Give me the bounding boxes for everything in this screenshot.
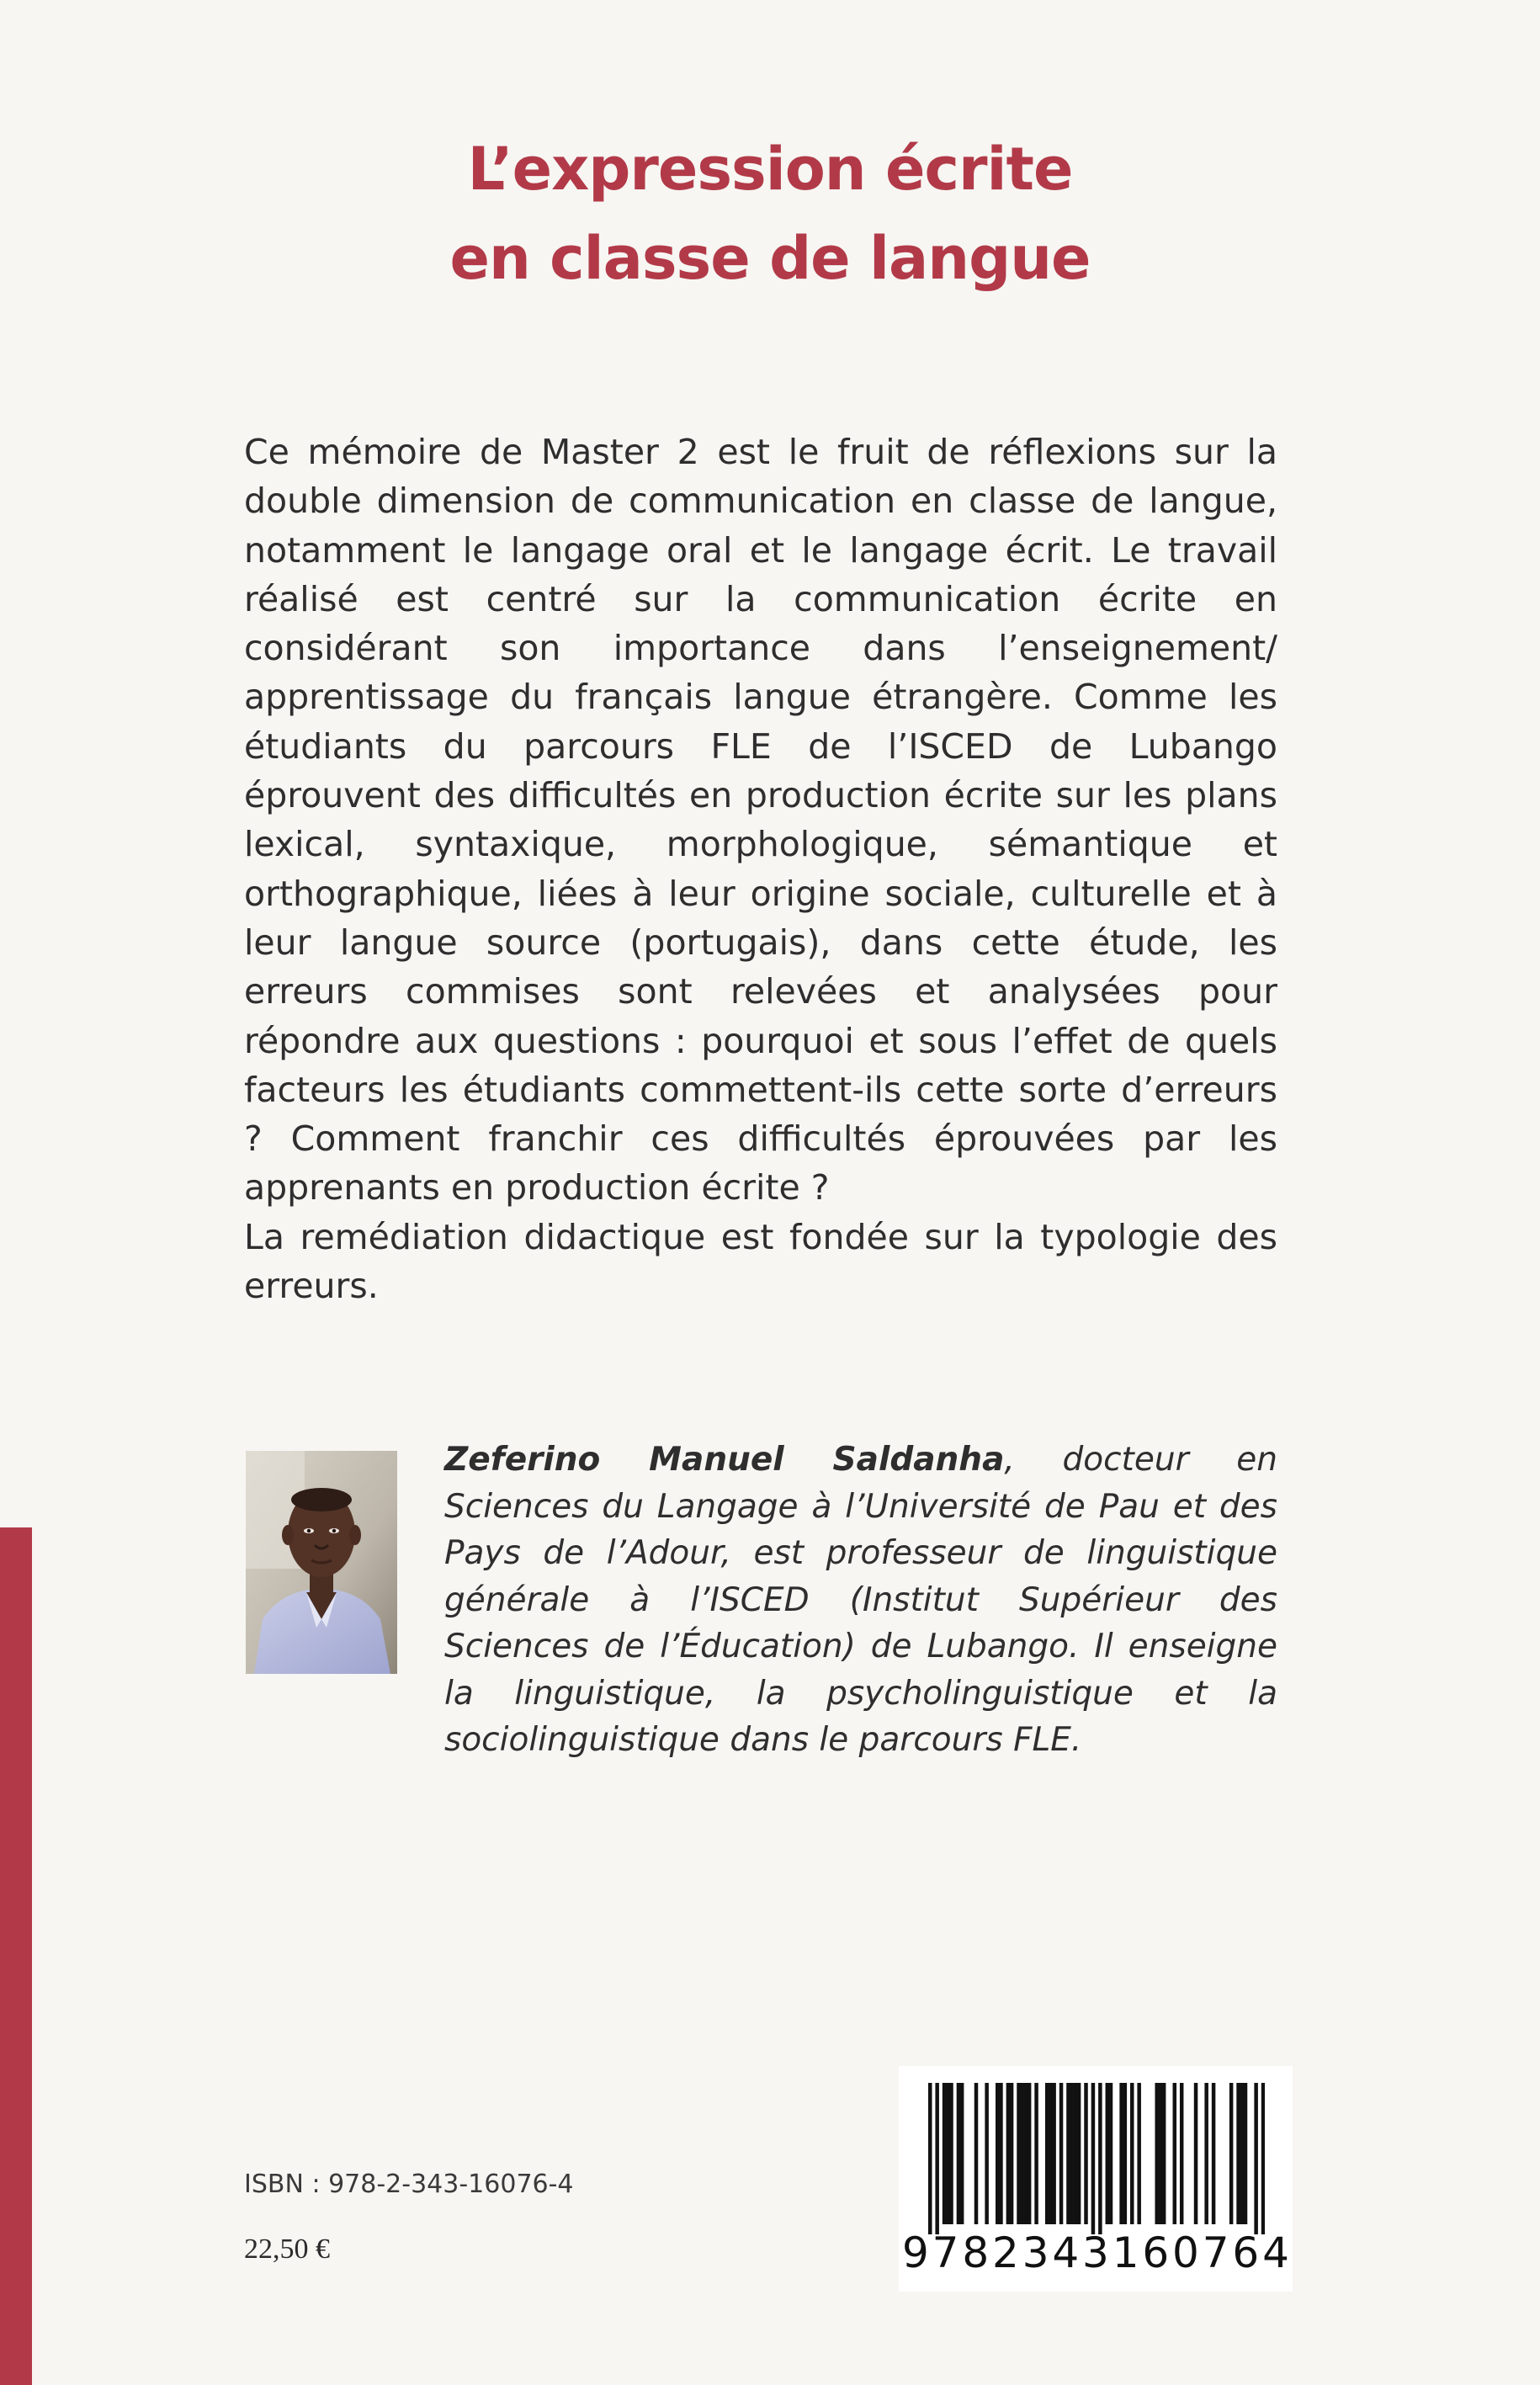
barcode-digit: 6 bbox=[1232, 2228, 1260, 2277]
barcode-bar bbox=[1059, 2083, 1064, 2224]
barcode-bar bbox=[949, 2083, 953, 2224]
barcode-bar bbox=[1180, 2083, 1184, 2224]
barcode-bar bbox=[1074, 2083, 1078, 2224]
book-title bbox=[0, 125, 1540, 303]
barcode-bar bbox=[935, 2083, 939, 2234]
barcode-bar bbox=[957, 2083, 961, 2224]
barcode-bar bbox=[1106, 2083, 1110, 2224]
barcode-bar bbox=[1066, 2083, 1070, 2224]
barcode-bar bbox=[928, 2083, 932, 2234]
barcode-bar bbox=[1212, 2083, 1216, 2224]
barcode-digit: 8 bbox=[962, 2228, 990, 2277]
barcode-bar bbox=[985, 2083, 989, 2224]
barcode-bar bbox=[1159, 2083, 1163, 2224]
barcode-digit: 0 bbox=[1172, 2228, 1199, 2277]
barcode-bar bbox=[1244, 2083, 1248, 2224]
accent-side-bar bbox=[0, 1527, 32, 2385]
barcode-bar bbox=[1024, 2083, 1028, 2224]
author-bio-text: , docteur en Sciences du Langage à l’Université de Pau et des Pays de l’Adour, est professeur de linguistique générale à l’ISCED (Institut Supérieur des Sciences de l’Éducation) de Lubango. Il enseigne la linguistique, la psycholinguistique et la sociolinguistique dans le parcours FLE. bbox=[444, 1441, 1278, 1759]
barcode-bar bbox=[1034, 2083, 1038, 2224]
barcode-digit: 6 bbox=[1142, 2228, 1170, 2277]
barcode-bar bbox=[1098, 2083, 1102, 2234]
barcode-digit: 4 bbox=[1262, 2228, 1289, 2277]
barcode-bar bbox=[1045, 2083, 1049, 2224]
barcode-bar bbox=[1194, 2083, 1198, 2224]
barcode-bar bbox=[946, 2083, 950, 2224]
isbn-label: ISBN : 978-2-343-16076-4 bbox=[244, 2170, 574, 2199]
barcode-bar bbox=[1254, 2083, 1258, 2234]
price-label: 22,50 € bbox=[244, 2234, 330, 2265]
barcode-digit: 7 bbox=[1202, 2228, 1229, 2277]
barcode-bar bbox=[1229, 2083, 1234, 2224]
barcode-bar bbox=[960, 2083, 964, 2224]
barcode-digit: 2 bbox=[992, 2228, 1019, 2277]
barcode-bar bbox=[1109, 2083, 1113, 2224]
barcode-digit: 4 bbox=[1052, 2228, 1080, 2277]
barcode-bar bbox=[943, 2083, 947, 2224]
barcode-bar bbox=[1123, 2083, 1128, 2224]
barcode-bars bbox=[928, 2083, 1265, 2234]
barcode-bar bbox=[1077, 2083, 1081, 2224]
barcode-bar bbox=[1204, 2083, 1208, 2224]
author-photo bbox=[246, 1451, 397, 1674]
barcode-bar bbox=[1017, 2083, 1021, 2224]
author-name: Zeferino Manuel Saldanha bbox=[444, 1441, 1005, 1479]
author-biography bbox=[444, 1437, 1277, 1764]
barcode bbox=[899, 2066, 1293, 2292]
barcode-bar bbox=[1006, 2083, 1011, 2224]
barcode-digits bbox=[902, 2228, 1289, 2278]
barcode-bar bbox=[999, 2083, 1003, 2224]
barcode-bar bbox=[1261, 2083, 1265, 2234]
barcode-digit: 9 bbox=[902, 2228, 929, 2277]
barcode-bar bbox=[1010, 2083, 1014, 2224]
barcode-bar bbox=[974, 2083, 979, 2224]
barcode-bar bbox=[1173, 2083, 1177, 2224]
barcode-bar bbox=[1070, 2083, 1074, 2224]
barcode-bar bbox=[1028, 2083, 1032, 2224]
barcode-bar bbox=[1091, 2083, 1096, 2234]
barcode-digit: 3 bbox=[1082, 2228, 1109, 2277]
book-title-line-2: en classe de langue bbox=[449, 224, 1091, 293]
barcode-bar bbox=[1084, 2083, 1088, 2224]
barcode-bar bbox=[1119, 2083, 1123, 2224]
barcode-digit: 7 bbox=[932, 2228, 959, 2277]
barcode-bar bbox=[1155, 2083, 1159, 2224]
author-portrait-illustration bbox=[246, 1451, 397, 1674]
barcode-bar bbox=[996, 2083, 1000, 2224]
barcode-bar bbox=[1236, 2083, 1240, 2224]
barcode-bar bbox=[1020, 2083, 1024, 2224]
barcode-bar bbox=[1049, 2083, 1053, 2224]
summary-paragraph-2: La remédiation didactique est fondée sur la typologie des erreurs. bbox=[244, 1216, 1277, 1307]
barcode-bar bbox=[1240, 2083, 1245, 2224]
barcode-digit: 1 bbox=[1112, 2228, 1139, 2277]
summary-paragraph-1: Ce mémoire de Master 2 est le fruit de réflexions sur la double dimension de communication en classe de langue, notamment le langage oral et le langage écrit. Le travail réalisé est centré sur la communication écrite en considérant son importance dans l’enseignement/ apprentissage du français langue étrangère. Comme les étudiants du parcours FLE de l’ISCED de Lubango éprouvent des difficultés en production écrite sur les plans lexical, syntaxique, morphologique, sémantique et orthographique, liées à leur origine sociale, culturelle et à leur langue source (portugais), dans cette étude, les erreurs commises sont relevées et analysées pour répondre aux questions : pourquoi et sous l’effet de quels facteurs les étudiants commettent-ils cette sorte d’erreurs ? Comment franchir ces difficultés éprouvées par les apprenants en production écrite ? bbox=[244, 432, 1277, 1208]
barcode-bar bbox=[1137, 2083, 1141, 2224]
barcode-bar bbox=[1130, 2083, 1134, 2224]
book-title-line-1: L’expression écrite bbox=[467, 135, 1073, 204]
barcode-bar bbox=[1052, 2083, 1056, 2224]
back-cover-summary bbox=[244, 428, 1277, 1310]
barcode-bar bbox=[1162, 2083, 1166, 2224]
barcode-digit: 3 bbox=[1022, 2228, 1049, 2277]
